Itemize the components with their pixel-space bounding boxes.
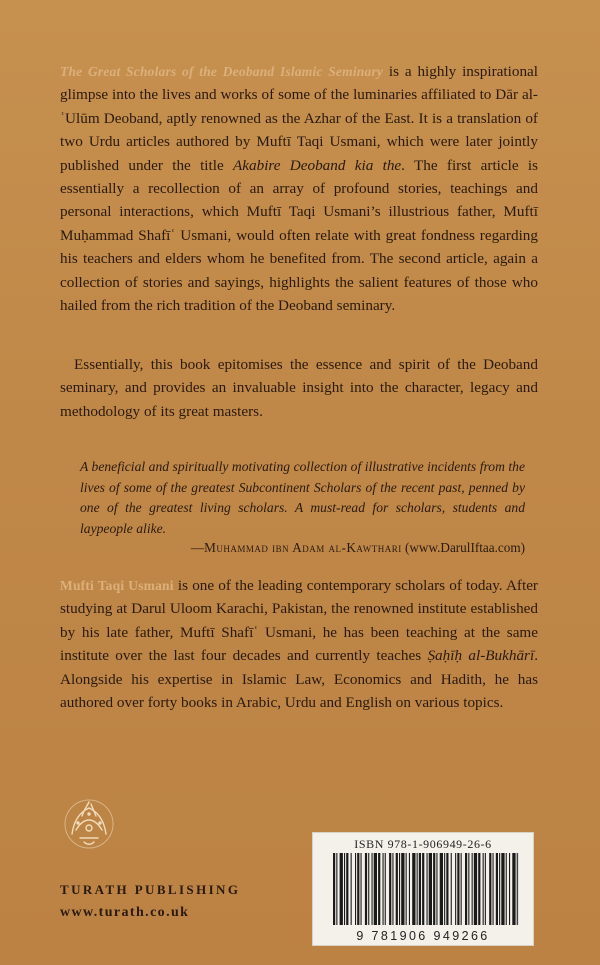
barcode-bars bbox=[333, 853, 519, 925]
author-bio-text-2: . Alongside his expertise in Islamic Law, Economics and Hadith, he has authored over forty books in Arabic, Urdu and English on various topics. bbox=[60, 647, 538, 712]
barcode-bar bbox=[344, 853, 345, 925]
barcode-bar bbox=[444, 853, 445, 925]
barcode-bar bbox=[383, 853, 384, 925]
barcode-bar bbox=[483, 853, 484, 925]
barcode-bar bbox=[436, 853, 437, 925]
publisher-name: TURATH PUBLISHING bbox=[60, 882, 241, 897]
barcode-bar bbox=[461, 853, 462, 925]
intro-text-2: . The first article is essentially a recollection of an array of profound stories, teachings and personal interactions, which Muftī Taqi Usmani’s illustrious father, Muftī Muḥammad Shafīʿ Usmani, would often relate with great fondness regarding his teachers and elders whom he benefited from. The second article, again a collection of stories and sayings, highlights the salient features of those who hailed from the rich tradition of the Deoband seminary. bbox=[60, 156, 539, 315]
barcode-bar bbox=[368, 853, 369, 925]
author-bio-text-1: is one of the leading contemporary scholars of today. After studying at Darul Uloom Karachi, Pakistan, the renowned institute established by his late father, Muftī Shafīʿ Usmani, he has been teaching at the same institute over the last four decades and currently teaches bbox=[60, 577, 538, 665]
barcode-bar bbox=[517, 853, 518, 925]
barcode-bar bbox=[501, 853, 504, 925]
barcode-bar bbox=[336, 853, 337, 925]
barcode-bar bbox=[419, 853, 421, 925]
author-bio-work: Ṣaḥīḥ al-Bukhārī bbox=[427, 647, 535, 665]
barcode-bar bbox=[374, 853, 377, 925]
barcode-bar bbox=[429, 853, 432, 925]
essence-paragraph: Essentially, this book epitomises the essence and spirit of the Deoband seminary, and provides an invaluable insight into the character, legacy and methodology of its great masters. bbox=[60, 356, 538, 420]
publisher-website: www.turath.co.uk bbox=[60, 905, 190, 920]
barcode-bar bbox=[372, 853, 373, 925]
endorsement-site: (www.DarulIftaa.com) bbox=[401, 540, 525, 555]
endorsement-dash: — bbox=[190, 540, 205, 555]
barcode-bar bbox=[346, 853, 348, 925]
barcode-bar bbox=[509, 853, 510, 925]
barcode-bar bbox=[401, 853, 404, 925]
barcode-bar bbox=[351, 853, 352, 925]
barcode-bar bbox=[499, 853, 500, 925]
barcode-bar bbox=[427, 853, 428, 925]
barcode-bar bbox=[489, 853, 491, 925]
barcode-bar bbox=[417, 853, 418, 925]
barcode-bar bbox=[468, 853, 469, 925]
book-title-highlight: The Great Scholars of the Deoband Islamic Seminary bbox=[60, 64, 384, 79]
isbn-label: ISBN 978-1-906949-26-6 bbox=[354, 837, 492, 851]
barcode-bar bbox=[389, 853, 391, 925]
barcode-bar bbox=[457, 853, 459, 925]
barcode-bar bbox=[496, 853, 498, 925]
barcode-bar bbox=[378, 853, 380, 925]
barcode-bar bbox=[433, 853, 435, 925]
barcode-bar bbox=[340, 853, 343, 925]
barcode-bar bbox=[451, 853, 452, 925]
barcode-bar bbox=[399, 853, 400, 925]
barcode-bar bbox=[385, 853, 386, 925]
barcode-bar bbox=[365, 853, 367, 925]
endorsement-author: Muhammad ibn Adam al-Kawthari bbox=[204, 540, 402, 555]
endorsement-attribution bbox=[80, 540, 525, 556]
barcode-bar bbox=[412, 853, 415, 925]
barcode-bar bbox=[396, 853, 398, 925]
barcode-bar bbox=[392, 853, 393, 925]
intro-text-1: is a highly inspirational glimpse into the lives and works of some of the luminaries affiliated to Dār al-ʿUlūm Deoband, aptly renowned as the Azhar of the East. It is a translation of two Urdu articles authored by Muftī Taqi Usmani, which were later jointly published under the title bbox=[60, 63, 539, 174]
barcode-bar bbox=[493, 853, 494, 925]
barcode-bar bbox=[465, 853, 467, 925]
intro-paragraph bbox=[60, 60, 538, 317]
barcode-bar bbox=[446, 853, 448, 925]
barcode-bar bbox=[478, 853, 480, 925]
author-bio-paragraph bbox=[60, 574, 538, 714]
barcode-bar bbox=[333, 853, 335, 925]
barcode-bar bbox=[455, 853, 456, 925]
barcode-bar bbox=[512, 853, 515, 925]
barcode-bar bbox=[409, 853, 410, 925]
barcode-bar bbox=[474, 853, 477, 925]
author-name-highlight: Mufti Taqi Usmani bbox=[60, 578, 174, 593]
barcode-bar bbox=[357, 853, 359, 925]
barcode-bar bbox=[361, 853, 362, 925]
barcode-bar bbox=[440, 853, 443, 925]
barcode-bar bbox=[472, 853, 473, 925]
barcode-bar bbox=[355, 853, 356, 925]
urdu-title: Akabire Deoband kia the bbox=[232, 156, 402, 174]
barcode-bar bbox=[422, 853, 424, 925]
isbn-barcode bbox=[312, 832, 534, 946]
arabic-calligraphy-seal-icon bbox=[60, 790, 118, 858]
endorsement-quote: A beneficial and spiritually motivating collection of illustrative incidents from the lives of some of the greatest Subcontinent Scholars of the recent past, penned by one of the greatest living scholars. A must-read for scholars, students and laypeople alike. bbox=[80, 459, 525, 536]
barcode-bar bbox=[485, 853, 486, 925]
barcode-bar bbox=[506, 853, 507, 925]
barcode-bar bbox=[406, 853, 407, 925]
barcode-digits: 9 781906 949266 bbox=[356, 929, 490, 943]
